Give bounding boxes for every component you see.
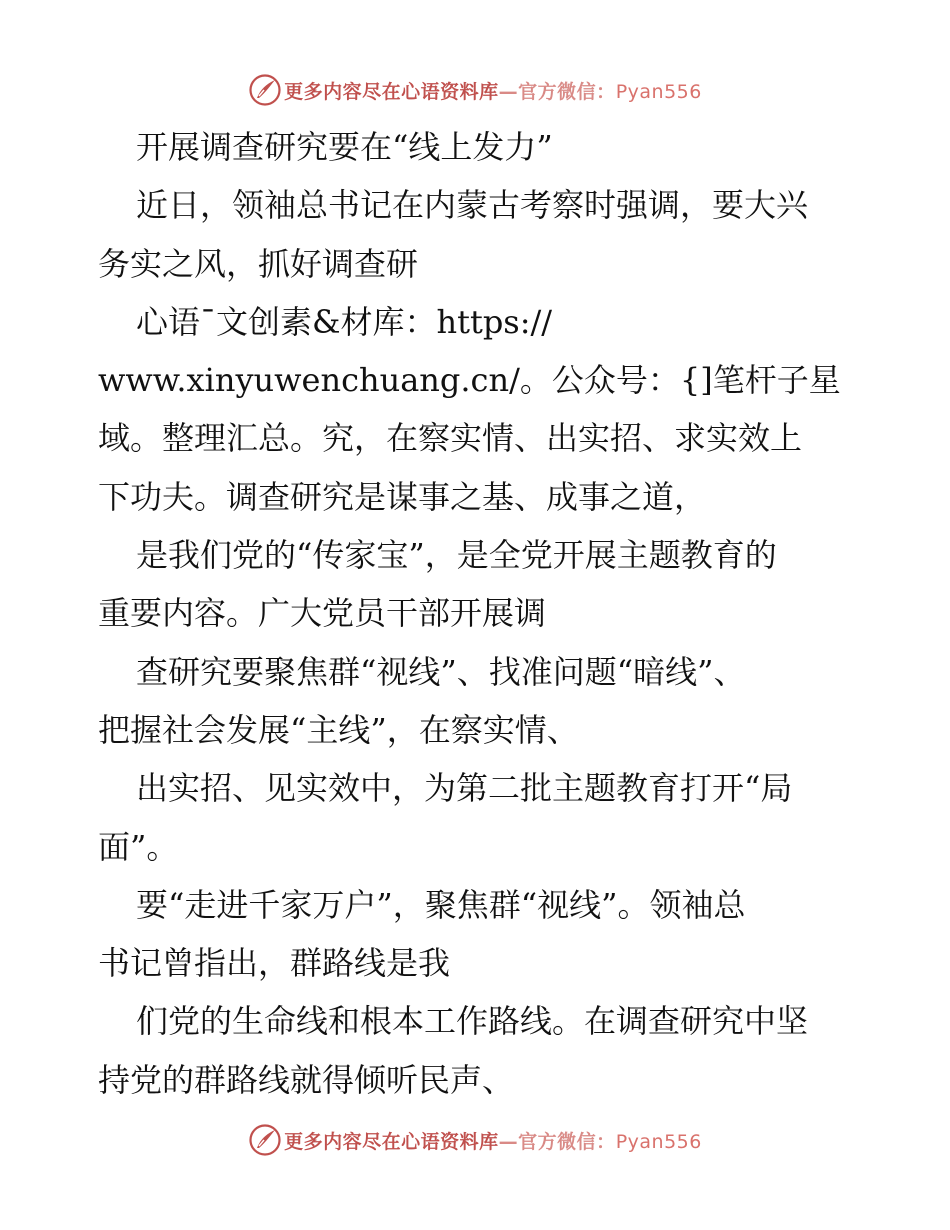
doc-line: 域。整理汇总。究，在察实情、出实招、求实效上: [98, 419, 803, 458]
doc-line: 把握社会发展“主线”，在察实情、: [98, 710, 579, 749]
header-separator: —: [498, 80, 519, 103]
doc-line: 近日，领袖总书记在内蒙古考察时强调，要大兴: [136, 186, 809, 225]
doc-line: 心语¯文创素&材库：https://: [136, 302, 553, 341]
doc-line: 是我们党的“传家宝”，是全党开展主题教育的: [136, 536, 777, 575]
footer-banner-text: [284, 1127, 702, 1154]
header-banner: [0, 70, 950, 110]
doc-line: 们党的生命线和根本工作路线。在调查研究中坚: [136, 1002, 809, 1041]
header-slogan: 更多内容尽在心语资料库: [284, 80, 499, 103]
footer-slogan: 更多内容尽在心语资料库: [284, 1130, 499, 1153]
footer-separator: —: [498, 1130, 519, 1153]
doc-line: 面”。: [98, 827, 179, 866]
footer-banner: [0, 1120, 950, 1160]
quill-logo-icon: [248, 1123, 282, 1157]
header-account-label: 官方微信：: [518, 80, 616, 103]
doc-line: 要“走进千家万户”，聚焦群“视线”。领袖总: [136, 885, 746, 924]
doc-line: 查研究要聚焦群“视线”、找准问题“暗线”、: [136, 652, 746, 691]
doc-line: 书记曾指出，群路线是我: [98, 944, 451, 983]
quill-logo-icon: [248, 73, 282, 107]
doc-line: 出实招、见实效中，为第二批主题教育打开“局: [136, 769, 793, 808]
footer-account-label: 官方微信：: [518, 1130, 616, 1153]
header-banner-text: [284, 77, 702, 104]
doc-line: 持党的群路线就得倾听民声、: [98, 1060, 515, 1099]
header-account: Pyan556: [615, 80, 702, 103]
footer-account: Pyan556: [615, 1130, 702, 1153]
doc-line: 重要内容。广大党员干部开展调: [98, 594, 547, 633]
doc-line: www.xinyuwenchuang.cn/。公众号：{]笔杆子星: [98, 361, 841, 400]
doc-line: 务实之风，抓好调查研: [98, 244, 419, 283]
document-body: [98, 118, 858, 1109]
doc-title: 开展调查研究要在“线上发力”: [136, 128, 553, 166]
doc-line: 下功夫。调查研究是谋事之基、成事之道，: [98, 477, 707, 516]
